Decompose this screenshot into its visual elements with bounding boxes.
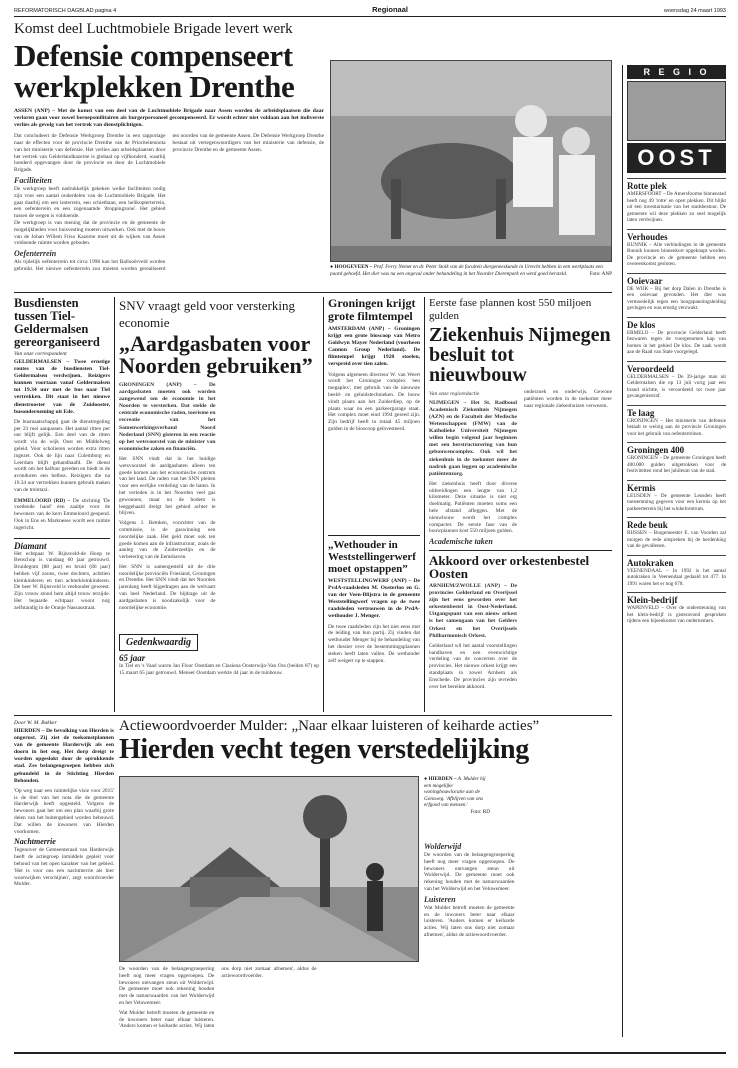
tiel-sub: EMMELOORD (RD) – xyxy=(14,497,71,504)
regio-item-text: GRONINGEN – De gemeente Groningen heeft 400.000 gulden uitgetrokken voor de festiviteiten rond het jubileum van de stad. xyxy=(627,455,726,474)
lead-kicker: Komst deel Luchtmobiele Brigade levert werk xyxy=(14,21,293,37)
photo-scene xyxy=(331,61,612,262)
groningen-body: Volgens algemeen directeur W. van Weert wordt het Groningse complex 'een megaplex', met gebruik van de nieuwste beeld- en geluidstechnieken. De bouw vindt plaats aan het Zuiderdiep, op de plaats waar nu een parkeergarage staat. Het complex moet eind 1994 gereed zijn. Zijn bedrijf heeft in totaal 45 miljoen gulden in de bioscoop geïnvesteerd. xyxy=(328,371,420,432)
regio-item-text: RIJSSEN – Burgemeester E. van Voorden zal morgen de rede uitspreken bij de herdenking van de gevallenen. xyxy=(627,530,726,549)
hoogeveen-photo-credit: Foto: ANP xyxy=(589,270,612,277)
regio-item-text: VEENENDAAL – In 1992 is het aantal autokraken in Veenendaal gedaald tot 477. In 1991 waren het er nog 678. xyxy=(627,567,726,587)
diamant-text: Het echtpaar W. Rijnsveld-de Hoop te Benschop is vandaag 60 jaar getrouwd. Bruidegom (88 jaar) en bruid (86 jaar) hebben vijf zoons, twee dochters, achttien kleinkinderen en tien achterkleinkinderen. De heer W. Rijnsveld is veehouder geweest. Zijn vrouw stond hem altijd trouw terzijde. Het bejaarde echtpaar woont nog zelfstandig in de Oranje Nassaustraat. xyxy=(14,550,110,611)
regio-item-title: Te laag xyxy=(627,405,726,418)
hierden-lower-columns xyxy=(119,966,419,1036)
hierden-left-column xyxy=(14,718,114,1036)
lead-body-1: Dat concludeert de Defensie Werkgroep Drenthe in een rapportage naar de effecten voor de provincie Drenthe van de Prioriteitennota van het ministerie van defensie. Het verlies aan arbeidsplaatsen door het vertrek van Gelderlandkazerne is globaal op vijfhonderd, waarbij honderd opgevangen door de provincie en door de Luchtmobiele Brigade. xyxy=(14,133,166,174)
tiel-body: De busmaatschappij gaat de dienstregeling per 23 mei aanpassen. Het aantal ritten per uur blijft gelijk. Een deel van de ritten wordt via de wijk Oost en Middelweg geleid. Voor scholieren worden extra ritten ingezet. Ook de lijn naar Culemborg en Leerdam blijft gehandhaafd. De dienst wordt om het halfuur gereden en biedt in de avonduren een belbus. Reizigers die na 19.34 uur vertrekken kunnen gebruik maken van de treintaxi. xyxy=(14,418,110,493)
divider xyxy=(14,715,612,716)
snv-body-1: Het SNN vindt dat in het huidige wetsvoorstel de aardgasbaten alleen ten goede komen aan het economische centrum van het land. De raden van het SNN pleiten voor een eerlijke verdeling van de baten. In het verleden is in het Noorden veel gas gewonnen, maar nu de bodem is leeggehaald dreigt het gebied achter te blijven. xyxy=(119,455,216,517)
nijmegen-sub: Academische taken xyxy=(429,537,493,547)
groningen-headline: Groningen krijgt grote filmtempel xyxy=(328,297,416,323)
nijmegen-body-2: onderzoek en onderwijs. Gewone patiënten worden in de toekomst meer naar regionale ziekenhuizen verwezen. xyxy=(524,389,612,409)
gedenkwaardig-label: Gedenkwaardig xyxy=(119,634,198,651)
lead-headline: Defensie compenseert werkplekken Drenthe xyxy=(14,38,295,104)
lead-sub-1: Faciliteiten xyxy=(14,176,52,186)
tiel-byline: Van onze correspondent xyxy=(14,351,67,357)
akkoord-article xyxy=(429,550,612,712)
akkoord-body-1: Gelderland wil het aantal voorstellingen handhaven en een evenwichtige verdeling van de concerten over de provincies. Het nieuwe orkest krijgt een standplaats in zowel Arnhem als Enschede. De provincies zijn tevreden over het bereikte akkoord. xyxy=(429,642,517,690)
hierden-heading xyxy=(119,718,612,773)
wethouder-intro: WESTSTELLINGWERF (ANP) – De PvdA-raadsleden M. Oosterloo en G. van der Veen-Blijstra in de gemeente Weststellingwerf vragen op de twee raadsleden vertrouwen in de PvdA-wethouder J. Menger. xyxy=(328,578,420,620)
hierden-caption: ● HIERDEN – A. Mulder bij een mogelijke woningbouwlocatie aan de Gonsweg. 'Afblijven van ons erfgoed van mensen.' Foto: RD xyxy=(424,776,490,815)
hierden-byline: Door W. M. Bakker xyxy=(14,720,57,726)
regio-item-title: Veroordeeld xyxy=(627,361,726,374)
akkoord-headline: Akkoord over orkestenbestel Oosten xyxy=(429,553,590,581)
regio-item-text: DE WIJK – Bij het dorp Dalen in Drenthe is een ooievaar gevonden. Het dier was vermoedelijk tegen een hoogspanningsleiding gevlogen en was ernstig verzwakt. xyxy=(627,285,726,311)
regio-item-title: Rede beuk xyxy=(627,517,726,530)
lead-sub-2: Oefenterrein xyxy=(14,249,57,259)
hierden-body-4: Wat Mulder betreft moeten de gemeente en de inwoners beter naar elkaar luisteren. 'Anders komen er keiharde acties. Wij laten ons dorp niet zomaar afnemen', aldus de actiewoordvoerder. xyxy=(119,966,317,1030)
page-footer xyxy=(14,1052,726,1058)
gedenkwaardig-box xyxy=(119,632,319,712)
nijmegen-article xyxy=(429,297,612,547)
regio-items xyxy=(627,178,726,625)
regio-item-title: Rotte plek xyxy=(627,178,726,191)
hierden-photo xyxy=(119,776,419,962)
diamant-title: Diamant xyxy=(14,540,47,551)
gedenkwaardig-title: 65 jaar xyxy=(119,653,146,663)
hierden-caption-text: A. Mulder bij een mogelijke woningbouwlocatie aan de Gonsweg. 'Afblijven van ons erfgoed van mensen.' xyxy=(424,776,486,809)
nijmegen-headline: Ziekenhuis Nijmegen besluit tot nieuwbouw xyxy=(429,324,611,386)
hierden-body-1: 'Op weg naar een ruimtelijke visie voor 2015' is de titel van het nota die de gemeente Harderwijk heeft opgesteld. Volgens de bewoners gaat het om een plan waarbij grote delen van het buitengebied worden bebouwd. Dat willen de inwoners van Hierden voorkomen. xyxy=(14,787,114,835)
regio-item-title: De klos xyxy=(627,317,726,330)
tiel-intro: GELDERMALSEN – Twee ernstige routes van de busdiensten Tiel-Geldermalsen verdwijnen. Reizigers kunnen voortaan vanaf Geldermalsen tot 19.34 uur met de bus naar Tiel vertrekken. Dit staat in het nieuwe dienstrooster van de Zuidooster, busonderneming uit Ede. xyxy=(14,359,110,415)
nijmegen-byline: Van onze regioredactie xyxy=(429,391,480,397)
regio-item-text: ERMELO – De provincie Gelderland heeft bezwaren tegen de voorgenomen kap van bomen in het gebied De klos. De zaak wordt aan de Raad van State voorgelegd. xyxy=(627,329,726,355)
snv-body xyxy=(119,382,319,627)
lead-intro: ASSEN (ANP) – Met de komst van een deel van de Luchtmobiele Brigade naar Assen worden de arbeidsplaatsen die daar verloren gaan voor zowel beroepsmilitairen als burgerpersoneel gecompenseerd. Er wordt echter niet voldaan aan het indiverste verlies als gevolg van het vertrek van dienstplichtigen. xyxy=(14,108,324,129)
akkoord-intro: ARNHEM/ZWOLLE (ANP) – De provincies Gelderland en Overijssel zijn het eens geworden over het orkestenbestel in Oost-Nederland. Uitgangspunt van een nieuw orkest is het samengaan van het Gelders Orkest en het Overijssels Philharmonisch Orkest. xyxy=(429,583,517,639)
hierden-kicker: Actiewoordvoerder Mulder: „Naar elkaar luisteren of keiharde acties” xyxy=(119,718,540,734)
lead-body-4: Als tijdelijk oefenterrein tot circa 1998 kan het Ballooërveld worden gebruikt. Het nieuwe oefenterrein zou moeten worden gerealiseerd ten noorden van de gemeente Assen. De Defensie Werkgroep Drenthe bestaat uit vertegenwoordigers van het ministerie van defensie, de provincie Drenthe en de gemeente Assen. xyxy=(14,133,324,273)
hierden-body-3: De woorden van de belangengroepering heeft nog meer vragen opgeroepen. De bewoners ontvangen steun uit Wolderwijd. De gemeente moet ook rekening houden met de natuurwaarden van het Wolderwijd en het Veluwemeer. xyxy=(119,966,215,1006)
regio-item-title: Kermis xyxy=(627,480,726,493)
snv-kicker: SNV vraagt geld voor versterking economie xyxy=(119,298,295,330)
regio-item-text: WAPENVELD – Over de ondersteuning van het klein-bedrijf is gisteravond gesproken tijdens een bijeenkomst van ondernemers. xyxy=(627,605,726,624)
masthead xyxy=(14,4,726,17)
snv-body-2: Volgens J. Bemken, voorzitter van de commissie, is de gaswinning een noordelijke zaak. Het geld moet ook ten goede komen aan de infrastructuur, zoals de aanleg van de Zuiderzeelijn en de verbetering van de Eemshaven. xyxy=(119,520,216,561)
regio-item-title: Verhoudes xyxy=(627,229,726,242)
lead-article xyxy=(14,21,324,291)
paper-name: REFORMATORISCH DAGBLAD pagina 4 xyxy=(14,8,117,14)
nijmegen-kicker: Eerste fase plannen kost 550 miljoen gulden xyxy=(429,297,592,322)
regio-item-text: BUNNIK – Alle verbindingen in de gemeente Bunnik kunnen binnenkort opgeknapt worden. De provincie en de gemeente hebben een overeenkomst gesloten. xyxy=(627,241,726,267)
issue-date: woensdag 24 maart 1993 xyxy=(663,8,726,14)
snv-article xyxy=(119,297,319,627)
groningen-intro: AMSTERDAM (ANP) – Groningen krijgt een grote bioscoop van Metro Goldwyn Mayer Nederland (voorheen Cannon Group Nederland). De filmtempel krijgt 1920 stoelen, verspreid over tien zalen. xyxy=(328,326,420,368)
akkoord-body xyxy=(429,583,612,712)
nijmegen-body xyxy=(429,389,612,547)
regio-item-title: Groningen 400 xyxy=(627,442,726,455)
tiel-headline: Busdiensten tussen Tiel-Geldermalsen gereorganiseerd xyxy=(14,297,100,349)
wethouder-body: De twee raadsleden zijn het niet eens met de leiding van hun partij. Zij vinden dat wethouder Menger bij de behandeling van het dossier over de bestemmingsplannen steken heeft laten vallen. De wethouder zelf weigert op te stappen. xyxy=(328,623,420,664)
column-rule xyxy=(424,297,425,712)
hierden-lower-body xyxy=(119,966,419,1036)
hoogeveen-caption-text: Prof. Ferry Nemet en dr. Peter Stolk van de faculteit diergeneeskunde in Utrecht hebben in een werkplaats een paard gehoefd. Het dier was na een ongeval onder behandeling in het Noorder Dierenpark en werd goed hersteld. xyxy=(330,264,603,277)
hierden-body-4b: Wat Mulder betreft moeten de gemeente en de inwoners beter naar elkaar luisteren. 'Anders komen er keiharde acties. Wij laten ons dorp niet zomaar afnemen', aldus de actiewoordvoerder. xyxy=(424,904,515,938)
regio-item-text: AMERSFOORT – De Amersfoortse binnenstad heeft nog 49 'rotte' en open plekken. Dit blijkt uit een inventarisatie van het stadsbestuur. De gemeente wil deze plekken zo snel mogelijk laten verdwijnen. xyxy=(627,191,726,223)
hierden-right-columns xyxy=(424,840,612,1036)
wethouder-article xyxy=(328,535,420,712)
hierden-body-2: Tegenover de Gemeenteraad van Harderwijk heeft de actiegroep inmiddels gepleit voor behoud van het open karakter van het gebied. 'Het is voor ons een nachtmerrie als hier woonwijken verschijnen', zegt woordvoerder Mulder. xyxy=(14,847,114,888)
hierden-sub-1: Nachtmerrie xyxy=(14,837,56,847)
regio-sidebar xyxy=(622,65,726,1037)
hoogeveen-photo xyxy=(330,60,612,262)
hoogeveen-caption-lead: HOOGEVEEN – xyxy=(334,264,373,270)
nijmegen-body-1: Het ziekenhuis heeft door diverse uitbreidingen een lengte van 1,2 kilometer. Deze situatie is niet erg doelmatig. Patiënten moeten soms een hele afstand afleggen. Met de nieuwbouw wordt het complex compacter. De eerste fase van de bouwplannen kost 550 miljoen gulden. xyxy=(429,480,517,535)
hierden-photo-credit: Foto: RD xyxy=(470,808,490,815)
hierden-photo-scene xyxy=(120,777,419,962)
hoogeveen-caption: ● HOOGEVEEN – Prof. Ferry Nemet en dr. Peter Stolk van de faculteit diergeneeskunde in Utrecht hebben in een werkplaats een paard gehoefd. Het dier was na een ongeval onder behandeling in het Noorder Dierenpark en werd goed hersteld. Foto: ANP xyxy=(330,264,612,277)
regio-banner-bottom: OOST xyxy=(627,143,726,173)
groningen-article xyxy=(328,297,420,532)
tiel-article xyxy=(14,297,110,712)
regio-item-text: GRONINGEN – Het ministerie van defensie betaalt te weinig aan de provincie Groningen voor het gebruik van oefenterreinen. xyxy=(627,417,726,437)
column-rule xyxy=(114,297,115,712)
hierden-intro: HIERDEN – De bevolking van Hierden is ongerust. Zij ziet de toekomstplannen van de gemeente Harderwijk als een doorn in het oog. Het dorp dreigt te worden opgeslokt door de oprukkende stad. Zes belangengroepen hebben zich gebundeld in de Stichting Hierden Behouden. xyxy=(14,728,114,784)
hierden-sub-2: Wolderwijd xyxy=(424,842,462,851)
regio-banner-image xyxy=(627,81,726,141)
gedenkwaardig-text: In Tiel en 's Vaad waren Jan Floor Oostdam en Clasiena Oosterwijn-Van Oss (beiden 87) op 15 maart 65 jaar getrouwd. Meneer Oostdam werkte 44 jaar in de tuinbouw. xyxy=(119,663,319,676)
section-title: Regionaal xyxy=(372,5,408,14)
regio-item-title: Autokraken xyxy=(627,555,726,568)
regio-item-title: Klein-bedrijf xyxy=(627,592,726,605)
hierden-headline: Hierden vecht tegen verstedelijking xyxy=(119,734,529,765)
hierden-sub-3: Luisteren xyxy=(424,894,456,904)
regio-item-title: Ooievaar xyxy=(627,273,726,286)
hierden-body-3b: De woorden van de belangengroepering heeft nog meer vragen opgeroepen. De bewoners ontvangen steun uit Wolderwijd. De gemeente moet ook rekening houden met de natuurwaarden van het Wolderwijd en het Veluwemeer. xyxy=(424,852,515,892)
tiel-body-2: De stichting 'De voedende hand' een zaaltje voor de bewoners van de kern Emmeloord geopend. Ook in Ens en Marknesse wordt een ruimte ingericht. xyxy=(14,497,110,531)
wethouder-headline: „Wethouder in Weststellingerwerf moet opstappen” xyxy=(328,539,416,575)
snv-headline: „Aardgasbaten voor Noorden gebruiken” xyxy=(119,331,313,378)
regio-item-text: LEUSDEN – De gemeente Leusden heeft toestemming gegeven voor een kermis op het parkeerterrein bij het winkelcentrum. xyxy=(627,492,726,512)
column-rule xyxy=(323,297,324,712)
regio-banner-top: R E G I O xyxy=(627,65,726,79)
snv-body-3: Het SNN is samengesteld uit de drie noordelijke provinciën Friesland, Groningen en Drenthe. Het SNN vindt dat het Noorden jarenlang heeft bijgedragen aan de welvaart van heel Nederland. De bijdrage uit de aardgasbaten is noodzakelijk voor de noordelijke economie. xyxy=(119,563,216,611)
nijmegen-intro: NIJMEGEN – Het St. Radboud Academisch Ziekenhuis Nijmegen (AZN) en de Faculteit der Medische Wetenschappen (FMW) van de Katholieke Universiteit Nijmegen willen begin volgend jaar beginnen met een herstructurering van hun gebouwencomplex. Ook wil het ziekenhuis in de toekomst meer de nadruk gaan leggen op academische patiëntenzorg. xyxy=(429,399,517,477)
hierden-right-body xyxy=(424,840,612,1036)
lead-body-2: De werkgroep heeft nadrukkelijk gekeken welke faciliteiten nodig zijn voor een aantal onderdelen van de Luchtmobiele Brigade. Het gaat daarbij om een lesterrein, een schietbaan, een helikopterterrein, een oefenterrein en een zogenaamde 'droppingzone'. Het gebied tussen de wegen is voldoende. xyxy=(14,186,166,220)
regio-item-text: GELDERMALSEN – De 39-jarige man uit Geldermalsen die op 13 juli vorig jaar een brand stichtte, is veroordeeld tot twee jaar gevangenisstraf. xyxy=(627,373,726,399)
snv-intro: GRONINGEN (ANP) – De aardgasbaten moeten ook worden aangewend om de economie in het Noorden te versterken. Dat stelde de centrale economische raden, toerisme en recreatie van het Samenwerkingsverband Noord Nederland (SNN) gisteren in een reactie op het wetsvoorstel van de minister van economische zaken en financiën. xyxy=(119,382,216,452)
hierden-caption-lead: HIERDEN – xyxy=(428,776,457,782)
lead-body xyxy=(14,133,324,273)
lead-body-3: De werkgroep is van mening dat de provincie en de gemeente de mogelijkheden voor huisvesting moeten uitwerken. Ook met de bouw van de Johan Willem Friso Kazerne moet uit de wijken van Assen voldoende ruimte worden geboden. xyxy=(14,220,166,247)
divider xyxy=(14,292,612,293)
